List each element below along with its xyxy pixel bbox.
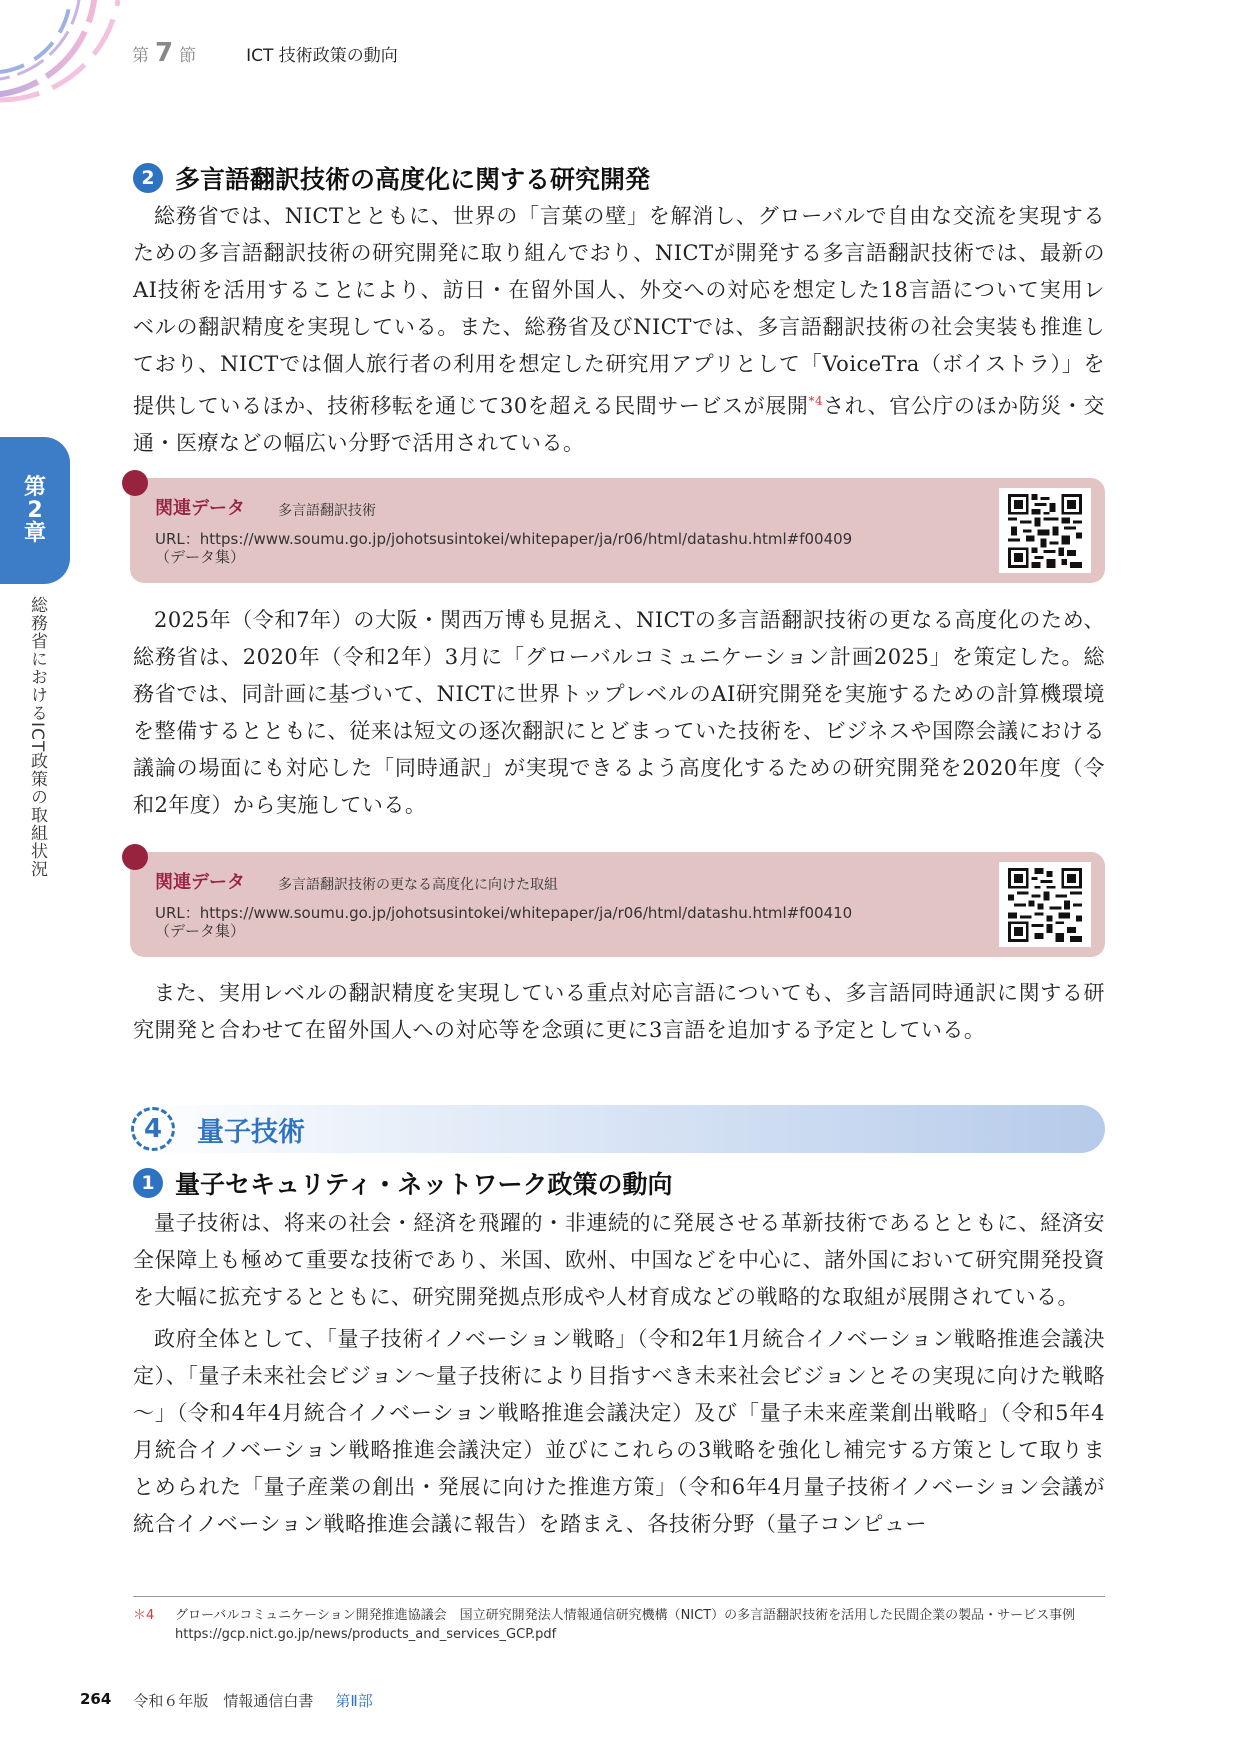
paragraph-block (133, 602, 1105, 824)
section-title: ICT 技術政策の動向 (246, 46, 398, 66)
part-label: 第Ⅱ部 (335, 1692, 373, 1710)
paragraph: 量子技術は、将来の社会・経済を飛躍的・非連続的に発展させる革新技術であるとともに、経済安全保障上も極めて重要な技術であり、米国、欧州、中国などを中心に、諸外国において研究開発投資を大幅に拡充するとともに、研究開発拠点形成や人材育成などの戦略的な取組が展開されている。 (133, 1211, 1105, 1309)
url-note: （データ集） (155, 548, 246, 566)
url-link[interactable]: URL：https://www.soumu.go.jp/johotsusintokei/whitepaper/ja/r06/html/datashu.html#f00410 (155, 904, 853, 922)
footnote-text: グローバルコミュニケーション開発推進協議会 国立研究開発法人情報通信研究機構（NICT）の多言語翻訳技術を活用した民間企業の製品・サービス事例https://gcp.nict.go.jp/news/products_and_services_GCP.pdf (175, 1608, 1076, 1642)
page-footer (80, 1690, 373, 1711)
running-head (132, 38, 398, 66)
chapter-tab[interactable] (0, 437, 70, 584)
section-heading (133, 1165, 1105, 1201)
section-2-block (133, 160, 1105, 462)
number-badge: 2 (133, 163, 163, 193)
bullet-dot-icon (122, 844, 148, 870)
chapter-side-title: 総務省におけるICT政策の取組状況 (27, 596, 47, 879)
publication-title: 令和６年版 情報通信白書 (133, 1692, 314, 1710)
related-data-title: 多言語翻訳技術 (278, 503, 376, 519)
section-banner-title: 量子技術 (197, 1116, 305, 1148)
chapter-tab-line: 章 (23, 521, 46, 547)
chapter-tab-line: 第 (23, 474, 46, 500)
related-data-box (130, 852, 1105, 957)
related-data-label: 関連データ (155, 872, 245, 893)
section-label (132, 38, 196, 68)
number-badge: 1 (133, 1168, 163, 1198)
related-data-label: 関連データ (155, 498, 245, 519)
qr-code-icon (999, 488, 1091, 573)
paragraph (133, 198, 1105, 462)
footnote-ref-link[interactable]: *4 (808, 394, 824, 408)
bullet-dot-icon (122, 470, 148, 496)
gear-number-badge-icon: 4 (131, 1107, 175, 1151)
paragraph-block (133, 975, 1105, 1049)
footnote (133, 1606, 1105, 1644)
page-number: 264 (80, 1690, 112, 1708)
related-data-url[interactable] (155, 530, 852, 566)
paragraph-text: され、官公庁のほか防災・交通・医療などの幅広い分野で活用されている。 (133, 394, 1105, 455)
section-banner (133, 1105, 1105, 1153)
paragraph: 政府全体として、「量子技術イノベーション戦略」（令和2年1月統合イノベーション戦略推進会議決定）、「量子未来社会ビジョン～量子技術により目指すべき未来社会ビジョンとその実現に向けた戦略～」（令和4年4月統合イノベーション戦略推進会議決定）及び「量子未来産業創出戦略」（令和5年4月統合イノベーション戦略推進会議決定）並びにこれらの3戦略を強化し補完する方策として取りまとめられた「量子産業の創出・発展に向けた推進方策」（令和6年4月量子技術イノベーション会議が統合イノベーション戦略推進会議に報告）を踏まえ、各技術分野（量子コンピュー (133, 1327, 1105, 1536)
chapter-tab-number: 2 (27, 497, 43, 523)
section-prefix: 第 (132, 46, 149, 66)
paragraph-text: 総務省では、NICTとともに、世界の「言葉の壁」を解消し、グローバルで自由な交流を実現するための多言語翻訳技術の研究開発に取り組んでおり、NICTが開発する多言語翻訳技術では、最新のAI技術を活用することにより、訪日・在留外国人、外交への対応を想定した18言語について実用レベルの翻訳精度を実現している。また、総務省及びNICTでは、多言語翻訳技術の社会実装も推進しており、NICTでは個人旅行者の利用を想定した研究用アプリとして「VoiceTra（ボイストラ）」を提供しているほか、技術移転を通じて30を超える民間サービスが展開 (133, 204, 1105, 418)
qr-code-icon (999, 862, 1091, 947)
paragraph: また、実用レベルの翻訳精度を実現している重点対応言語についても、多言語同時通訳に関する研究開発と合わせて在留外国人への対応等を念頭に更に3言語を追加する予定としている。 (133, 981, 1105, 1042)
heading-text: 多言語翻訳技術の高度化に関する研究開発 (175, 165, 651, 194)
related-data-url[interactable] (155, 904, 852, 940)
heading-text: 量子セキュリティ・ネットワーク政策の動向 (175, 1170, 673, 1199)
decorative-arcs-icon (0, 0, 130, 110)
footnote-divider (133, 1596, 1105, 1597)
section-suffix: 節 (179, 46, 197, 66)
section-4-block (133, 1165, 1105, 1543)
url-link[interactable]: URL：https://www.soumu.go.jp/johotsusintokei/whitepaper/ja/r06/html/datashu.html#f00409 (155, 530, 853, 548)
related-data-box (130, 478, 1105, 583)
url-note: （データ集） (155, 922, 246, 940)
related-data-title: 多言語翻訳技術の更なる高度化に向けた取組 (278, 877, 558, 893)
section-number: 7 (155, 38, 174, 68)
footnote-mark: ＊4 (133, 1608, 155, 1623)
section-heading (133, 160, 1105, 196)
paragraph: 2025年（令和7年）の大阪・関西万博も見据え、NICTの多言語翻訳技術の更なる高度化のため、総務省は、2020年（令和2年）3月に「グローバルコミュニケーション計画2025」を策定した。総務省では、同計画に基づいて、NICTに世界トップレベルのAI研究開発を実施するための計算機環境を整備するとともに、従来は短文の逐次翻訳にとどまっていた技術を、ビジネスや国際会議における議論の場面にも対応した「同時通訳」が実現できるよう高度化するための研究開発を2020年度（令和2年度）から実施している。 (133, 608, 1105, 817)
